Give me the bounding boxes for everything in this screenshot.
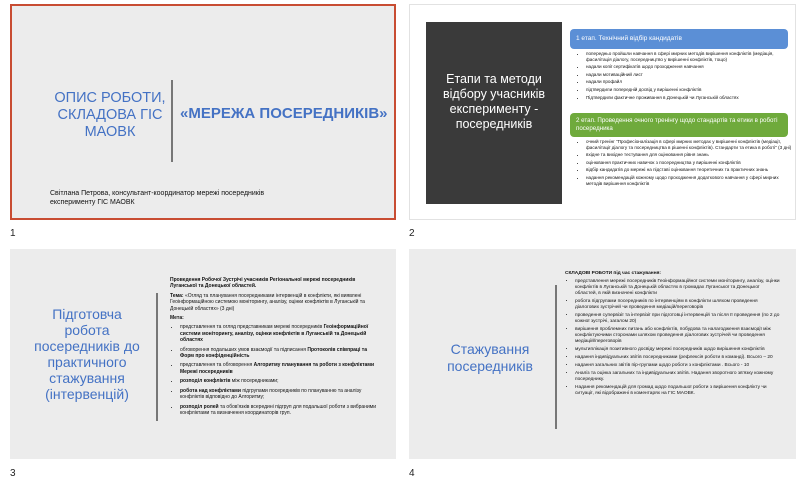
slide1-author: Світлана Петрова, консультант-координатор мережі посередників експерименту ГІС МАОВК [50, 190, 265, 206]
slide4-list-item: • надання індивідуальних звітів посередниками (рефлексія роботи в команді). Всього – 20 [575, 355, 781, 361]
slide4-list-item: • робота підгрупами посередників по інтервенціям в конфлікти шляхом проведення діалогових зустрічей чи проведення медіацій/переговорів [575, 299, 781, 311]
slide3-goal-item-part-c: підгрупами посередників по плануванню та аналізу конфліктів відповідно до Алгоритму; [180, 387, 362, 401]
slide3-goal-item [180, 388, 380, 401]
slide-thumbnail-4[interactable] [409, 249, 796, 459]
slide3-goal-item [180, 404, 380, 417]
slide3-left-title: Підготовча робота посередників до практичного стажування (інтервенцій) [34, 306, 140, 402]
slide4-list-item: • представлення мережі посередників Геоінформаційної системи моніторингу, аналізу, оцінки конфліктів в Луганській та Донецькій областях в громадах Луганської та Донецької областей, в якій визначені конфлікти [575, 279, 781, 297]
slide4-list-item: • Аналіз та оцінка загальних та індивідуальних звітів. Надання зворотного зв'язку кожному посереднику. [575, 371, 781, 383]
stage2-list-item: • вхідне та вихідне тестування для оцінювання рівня знань [586, 152, 794, 158]
slide3-goal-item [180, 324, 380, 343]
stage1-list-item: • підтвердили попередній досвід у вирішенні конфліктів [586, 87, 794, 93]
stage1-header-bar [570, 29, 788, 49]
slide3-goal-item [180, 362, 380, 375]
slide4-list-item: • мультиплікація позитивного досвіду мережі посередників щодо вирішення конфліктів [575, 347, 781, 353]
stage2-list-item: • очний тренінг "Професіоналізація в сфері мирних методах у вирішенні конфліктів (медіації, фасилітації діалогу та посередництва в рішенні конфліктів). Стандарти та етика в роботі" (3 дні) [586, 139, 794, 150]
slide3-goal-item-part-b: розподіл конфліктів [180, 378, 231, 385]
slide1-main-title: «МЕРЕЖА ПОСЕРЕДНИКІВ» [180, 105, 388, 122]
slide4-list-item: • Надання рекомендацій для громад щодо подальшої роботи з вирішення конфлікту чи ситуації, які відображені в коментарях на ГІС МАОВК. [575, 385, 781, 397]
stage1-list-item: • надали мотиваційний лист [586, 72, 794, 78]
stage2-list-item: • відбір кандидатів до мережі на підставі оцінювання теоретичних та практичних знань [586, 167, 794, 173]
slide3-goal-item [180, 347, 380, 360]
slide4-divider [555, 285, 557, 429]
slide3-goal-item-part-a: представлення та огляд представникам мережі посередників [180, 324, 324, 331]
slide2-left-title: Етапи та методи відбору учасників експерименту - посередників [442, 72, 546, 131]
slide4-left-title: Стажування посередників [447, 341, 533, 374]
slide3-theme-text: «Огляд та планування посередниками інтервенцій в конфлікти, які виявлені Геоінформаційною системою моніторингу, аналізу, оцінки конфліктів в Луганській та Донецькій областях» (3 дні) [170, 292, 365, 312]
stage2-header-bar [570, 113, 788, 137]
slide-number-1: 1 [10, 228, 16, 239]
slide3-theme-label: Тема: [170, 292, 184, 299]
slide1-divider [171, 80, 173, 162]
slide4-list-item: • проведення супервізії та інтервізії при підготовці інтервенцій та після її проведення (по 2 до кожної зустрічі, загалом 20) [575, 313, 781, 325]
slide-number-3: 3 [10, 468, 16, 479]
slide3-goal-list [170, 324, 380, 416]
slide4-list-item: • вирішення проблемних питань або конфліктів, побудова та налагодження взаємодії між конфліктуючими сторонами шляхом проведення діалогових зустрічей чи проведення медіацій/переговорів [575, 327, 781, 345]
stage2-list [576, 139, 794, 188]
stage2-title: 2 етап. Проведення очного тренінгу щодо стандартів та етики в роботі посередника [576, 117, 778, 132]
stage1-list-item: • надали копії сертифікатів щодо проходження навчання [586, 64, 794, 70]
slide3-goal-label: Мета: [170, 315, 184, 322]
slide3-goal-item-part-b: Геоінформаційної системи моніторингу, аналізу, оцінки конфліктів в Луганській та Донецькій областях [180, 324, 369, 344]
slide3-goal-item-part-a: обговорення подальших умов взаємодії та підписання [180, 346, 308, 353]
slide-number-2: 2 [409, 228, 415, 239]
slide4-list [565, 279, 781, 397]
stage2-list-item: • оцінювання практичних навичок з посередництва у вирішенні конфліктів [586, 160, 794, 166]
stage1-list-item: • попередньо пройшли навчання в сфері мирних методів вирішення конфліктів (медіація, фасилітація діалогу, посередництво у вирішенні конфліктів, тощо) [586, 51, 794, 62]
slide3-goal-item-part-b: Алгоритму планування та роботи з конфліктами Мережі посередників [180, 362, 375, 375]
slide-thumbnail-2[interactable] [409, 4, 796, 220]
stage2-list-item: • надання рекомендацій кожному щодо проходження додаткового навчання у сфері мирних методів вирішення конфліктів [586, 175, 794, 186]
slide3-divider [156, 293, 158, 421]
slide-thumbnail-3[interactable] [10, 249, 396, 459]
slide-thumbnail-1[interactable] [10, 4, 396, 220]
slide3-goal-item-part-a: представлення та обговорення [180, 362, 254, 369]
slide4-list-item: • надання загальних звітів пір-групами щодо роботи з конфліктами . Всього - 10 [575, 363, 781, 369]
slide1-left-title: ОПИС РОБОТИ, СКЛАДОВА ГІС МАОВК [54, 90, 166, 140]
slide3-goal-item-part-b: робота над конфліктами [180, 387, 241, 394]
slide2-dark-panel [426, 22, 562, 204]
slide4-header: СКЛАДОВІ РОБОТИ під час стажування: [565, 271, 661, 276]
stage1-list-item: • надали профайл [586, 79, 794, 85]
slide3-goal-item-part-c: між посередниками; [230, 378, 279, 385]
slide3-goal-item-part-c: та обов'язків всередині підгруп для подальшої роботи з вибраними конфліктами та визначення координаторів груп. [180, 403, 376, 416]
slide-number-4: 4 [409, 468, 415, 479]
stage1-list-item: • Підтвердили фактичне проживання в Донецькій чи Луганській областях [586, 95, 794, 101]
stage1-title: 1 етап. Технічний відбір кандидатів [576, 35, 682, 42]
stage1-list [576, 51, 794, 102]
slide3-goal-item [180, 378, 380, 384]
slide3-theme [170, 293, 380, 312]
slide3-goal-item-part-b: Протоколів співпраці та Форм про конфіденційність [180, 346, 367, 360]
slide3-header: Проведення Робочої Зустрічі учасників Регіональної мережі посередників Луганської та Донецької областей. [170, 277, 356, 290]
slide3-goal-item-part-b: розподіл ролей [180, 403, 219, 410]
